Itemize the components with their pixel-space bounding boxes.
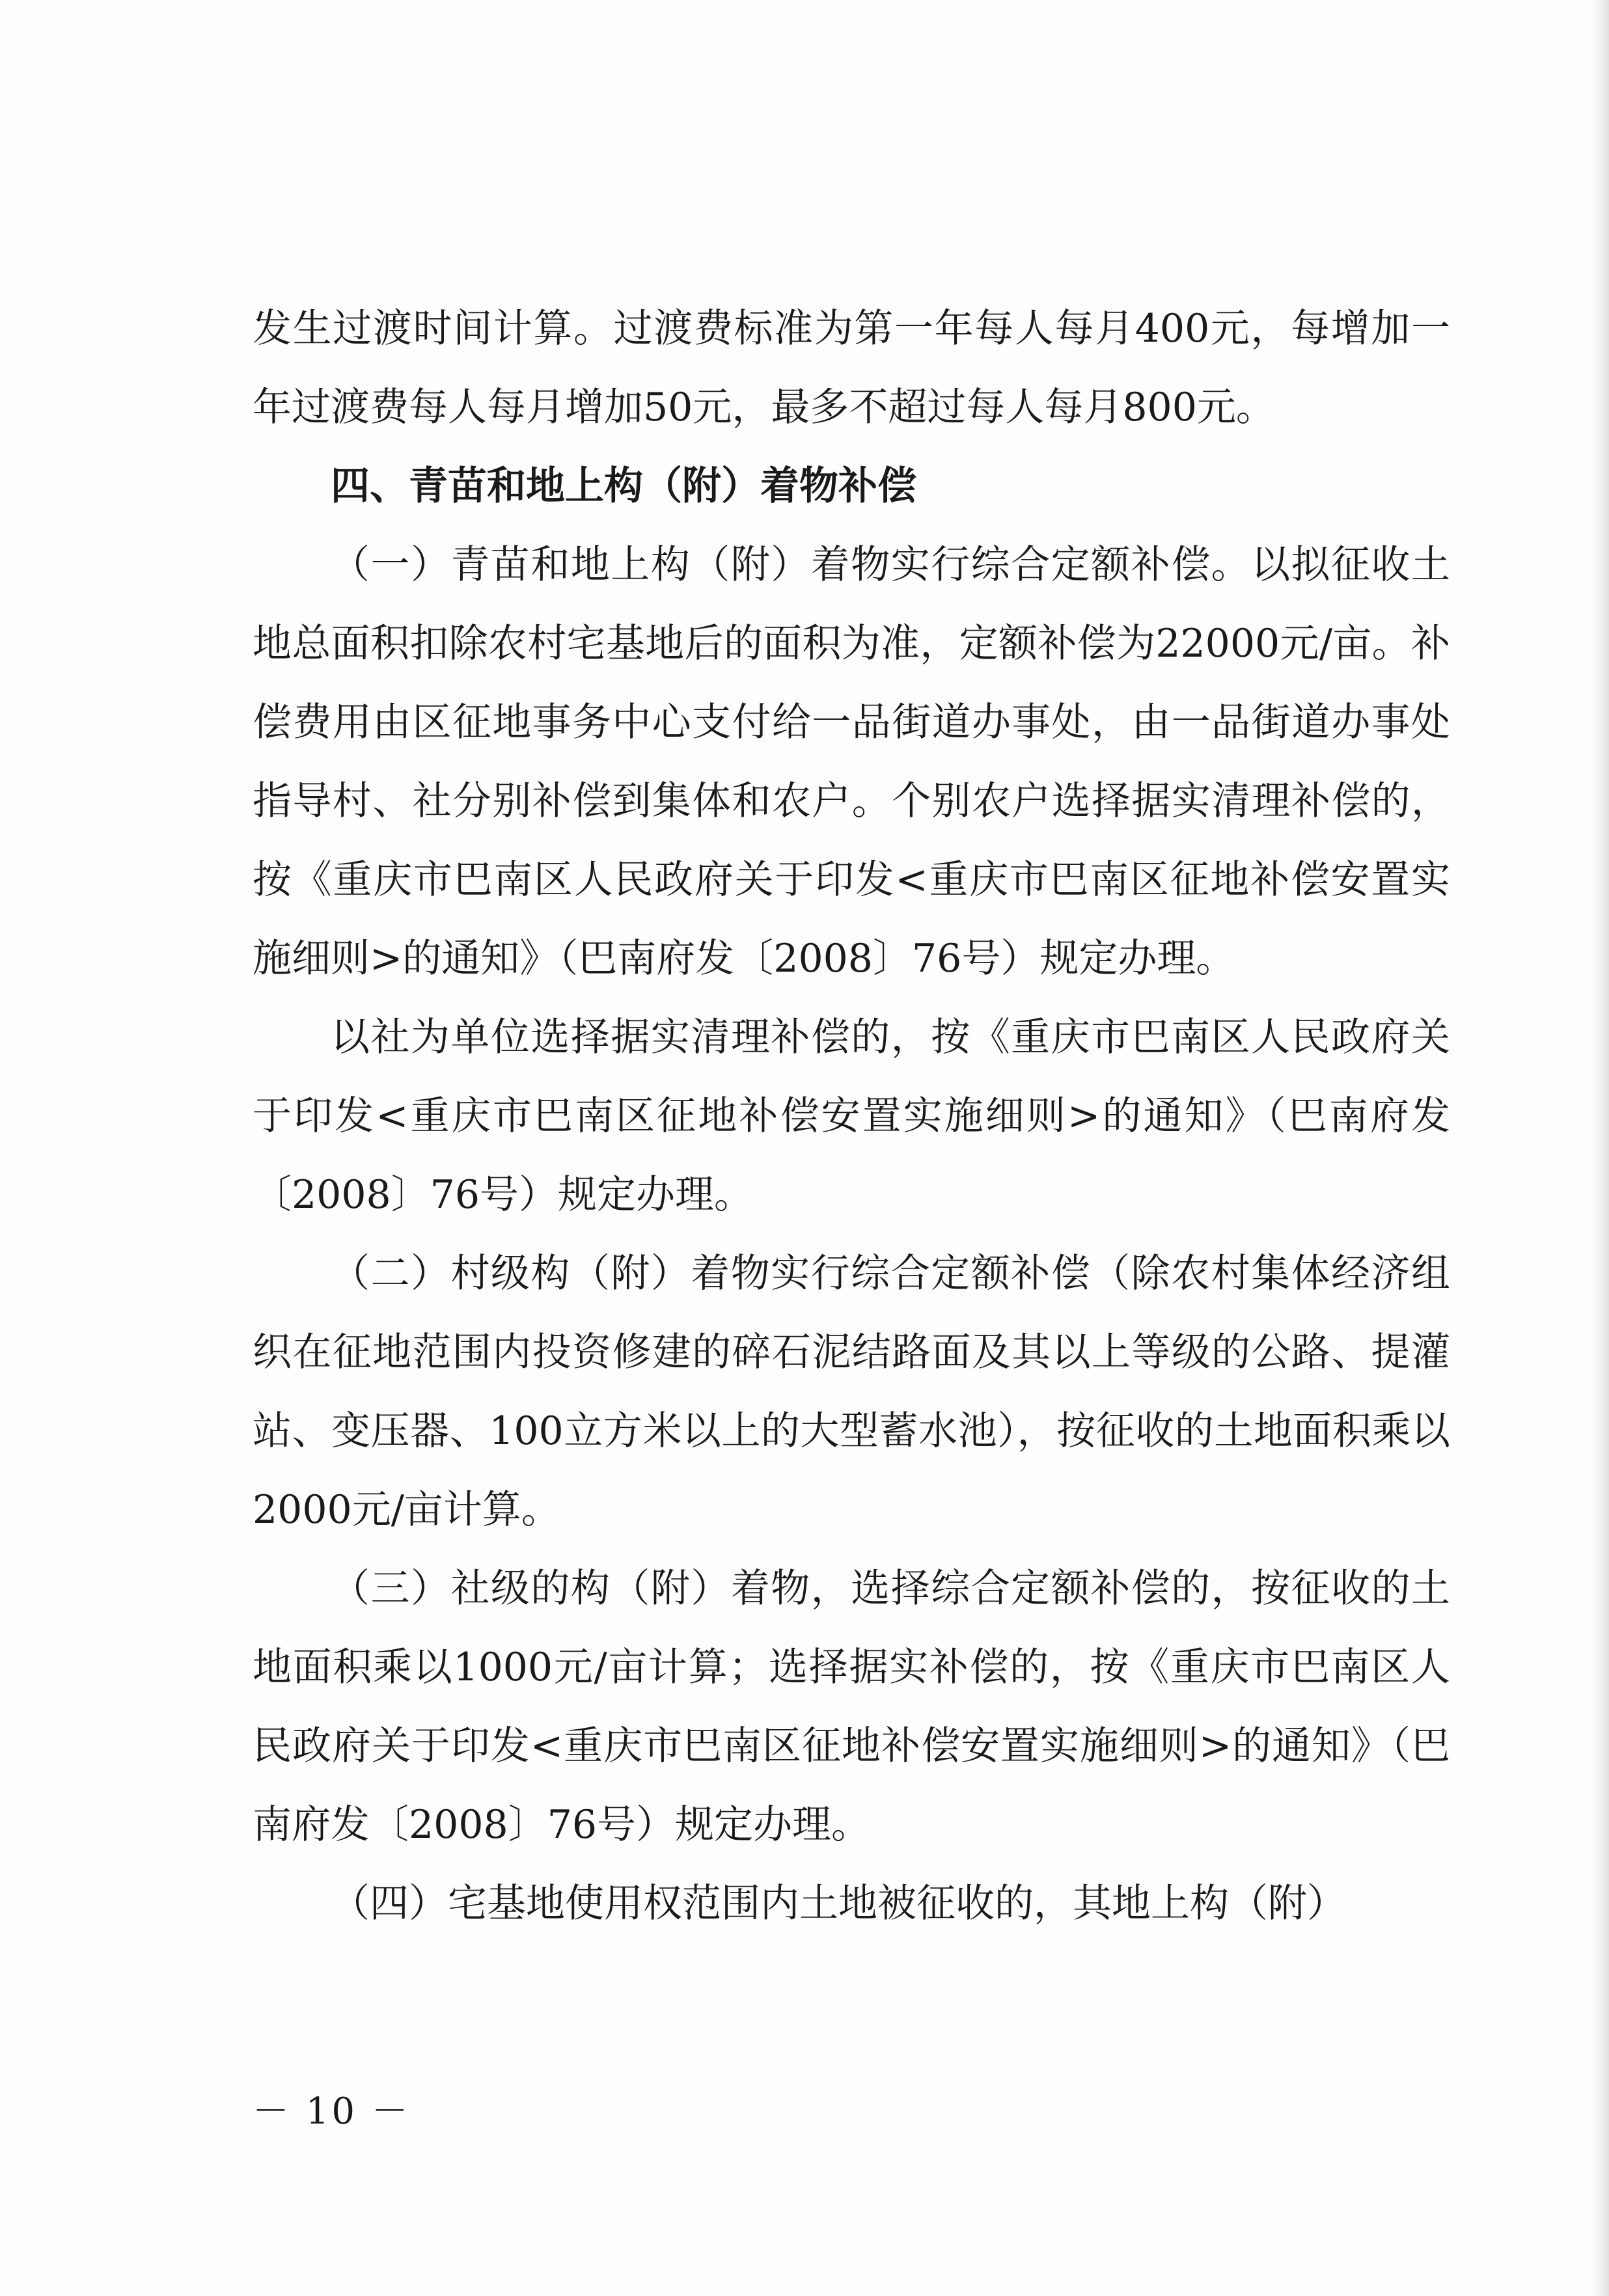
section-heading-4: 四、青苗和地上构（附）着物补偿: [331, 463, 916, 509]
paragraph-item-3: （三）社级的构（附）着物，选择综合定额补偿的，按征收的土地面积乘以1000元/亩计算；选择据实补偿的，按《重庆市巴南区人民政府关于印发<重庆市巴南区征地补偿安置实施细则>的通知》（巴南府发〔2008〕76号）规定办理。: [253, 1566, 1450, 1848]
paragraph-collective-option: 以社为单位选择据实清理补偿的，按《重庆市巴南区人民政府关于印发<重庆市巴南区征地补偿安置实施细则>的通知》（巴南府发〔2008〕76号）规定办理。: [253, 1015, 1450, 1218]
paragraph-item-1: （一）青苗和地上构（附）着物实行综合定额补偿。以拟征收土地总面积扣除农村宅基地后的面积为准，定额补偿为22000元/亩。补偿费用由区征地事务中心支付给一品街道办事处，由一品街道办事处指导村、社分别补偿到集体和农户。个别农户选择据实清理补偿的，按《重庆市巴南区人民政府关于印发<重庆市巴南区征地补偿安置实施细则>的通知》（巴南府发〔2008〕76号）规定办理。: [253, 542, 1450, 981]
page-number: － 10 －: [253, 2090, 411, 2133]
paragraph-continuation: 发生过渡时间计算。过渡费标准为第一年每人每月400元，每增加一年过渡费每人每月增加50元，最多不超过每人每月800元。: [253, 306, 1450, 430]
paragraph-item-4: （四）宅基地使用权范围内土地被征收的，其地上构（附）: [331, 1881, 1346, 1926]
body-text: [253, 290, 1450, 1943]
page-edge-shadow: [1592, 0, 1609, 2296]
paragraph-item-2: （二）村级构（附）着物实行综合定额补偿（除农村集体经济组织在征地范围内投资修建的碎石泥结路面及其以上等级的公路、提灌站、变压器、100立方米以上的大型蓄水池），按征收的土地面积乘以2000元/亩计算。: [253, 1251, 1450, 1533]
